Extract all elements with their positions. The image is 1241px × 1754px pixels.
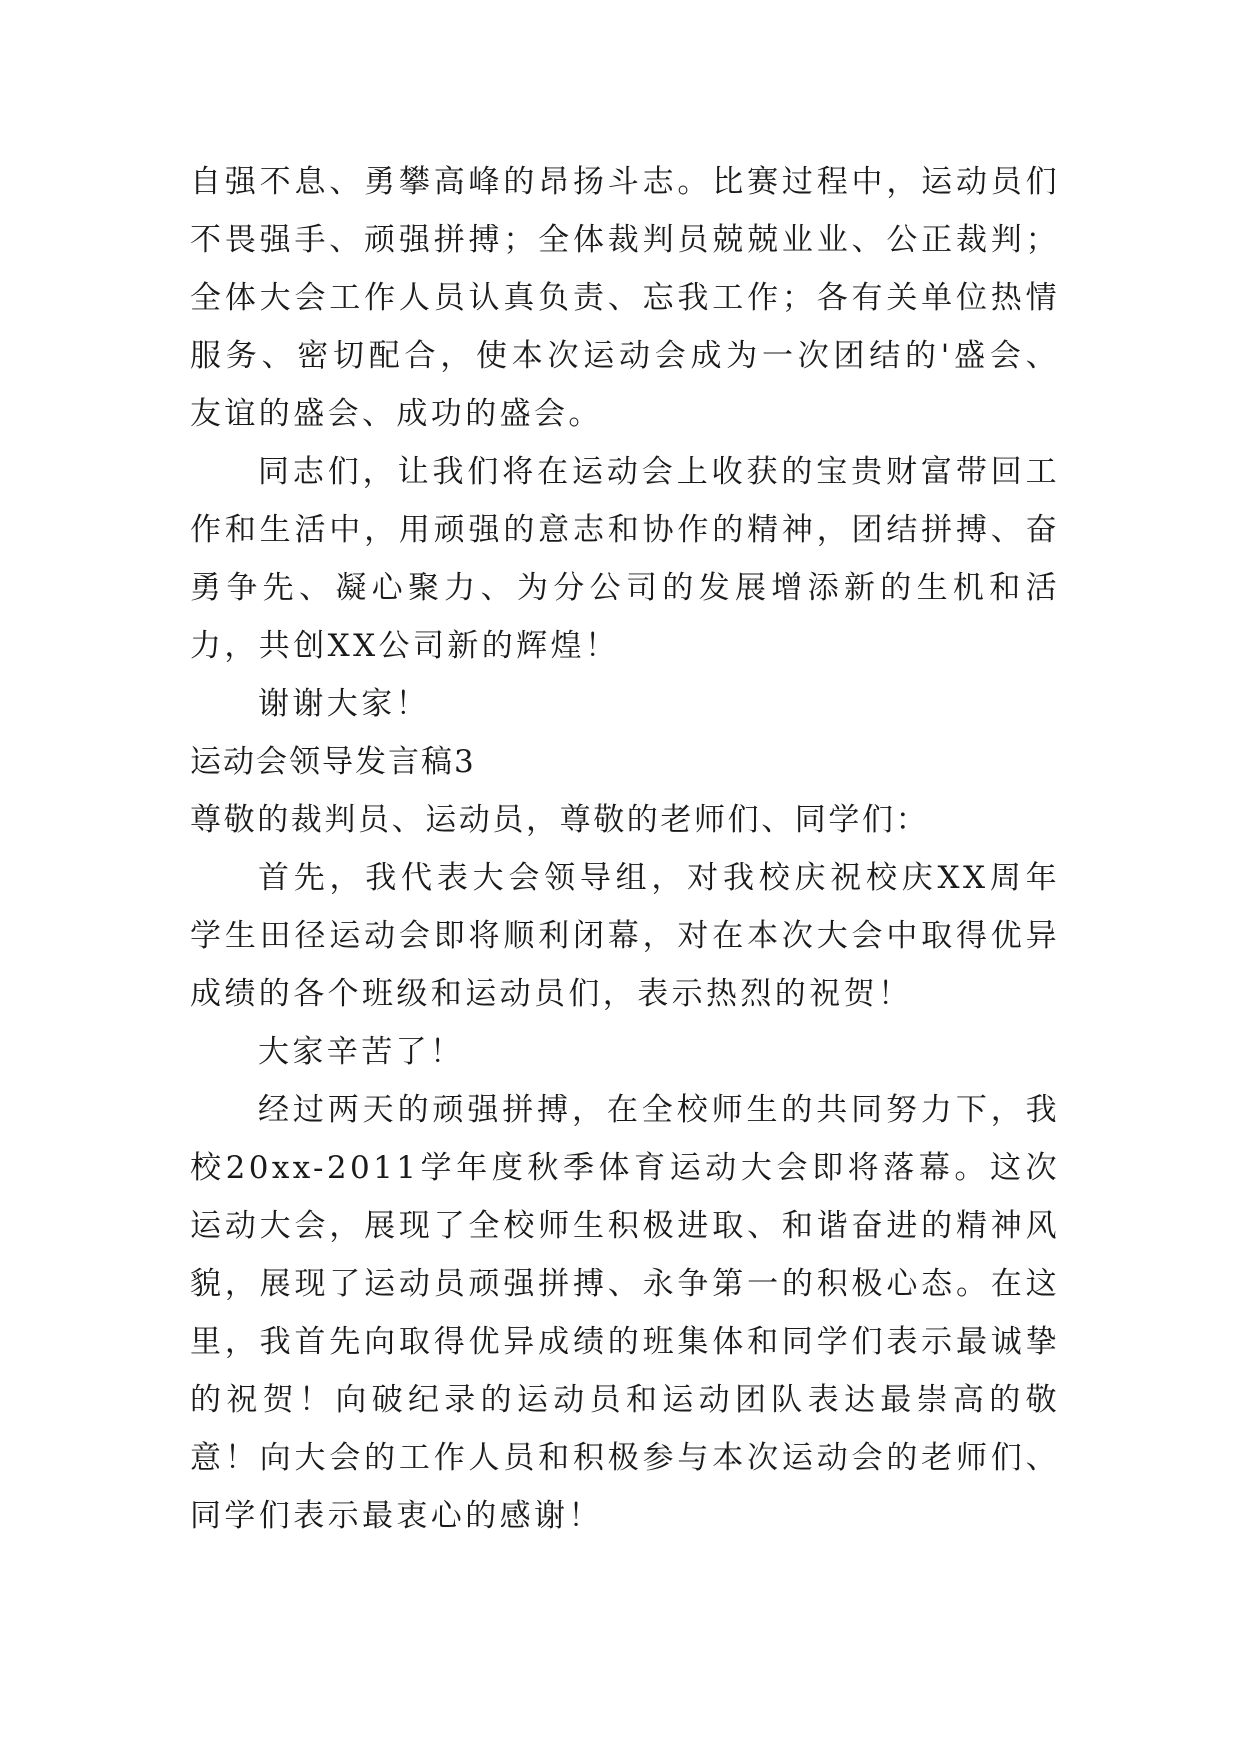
paragraph-comrades: 同志们，让我们将在运动会上收获的宝贵财富带回工作和生活中，用顽强的意志和协作的精神，团结拼搏、奋勇争先、凝心聚力、为分公司的发展增添新的生机和活力，共创XX公司新的辉煌！ [190, 454, 1060, 664]
paragraph-closing-spirit: 自强不息、勇攀高峰的昂扬斗志。比赛过程中，运动员们不畏强手、顽强拼搏；全体裁判员兢兢业业、公正裁判；全体大会工作人员认真负责、忘我工作；各有关单位热情服务、密切配合，使本次运动会成为一次团结的'盛会、友谊的盛会、成功的盛会。 [190, 164, 1060, 432]
salutation: 尊敬的裁判员、运动员，尊敬的老师们、同学们： [190, 802, 930, 838]
paragraph-hard-work: 大家辛苦了！ [258, 1034, 465, 1070]
paragraph-sports-meet-summary: 经过两天的顽强拼搏，在全校师生的共同努力下，我校20xx-2011学年度秋季体育运动大会即将落幕。这次运动大会，展现了全校师生积极进取、和谐奋进的精神风貌，展现了运动员顽强拼搏、永争第一的积极心态。在这里，我首先向取得优异成绩的班集体和同学们表示最诚挚的祝贺！向破纪录的运动员和运动团队表达最崇高的敬意！向大会的工作人员和积极参与本次运动会的老师们、同学们表示最衷心的感谢！ [190, 1092, 1060, 1534]
paragraph-congratulations: 首先，我代表大会领导组，对我校庆祝校庆XX周年学生田径运动会即将顺利闭幕，对在本次大会中取得优异成绩的各个班级和运动员们，表示热烈的祝贺！ [190, 860, 1060, 1012]
document-body [190, 153, 1060, 1545]
paragraph-thanks: 谢谢大家！ [258, 686, 430, 722]
section-title: 运动会领导发言稿3 [190, 744, 476, 780]
